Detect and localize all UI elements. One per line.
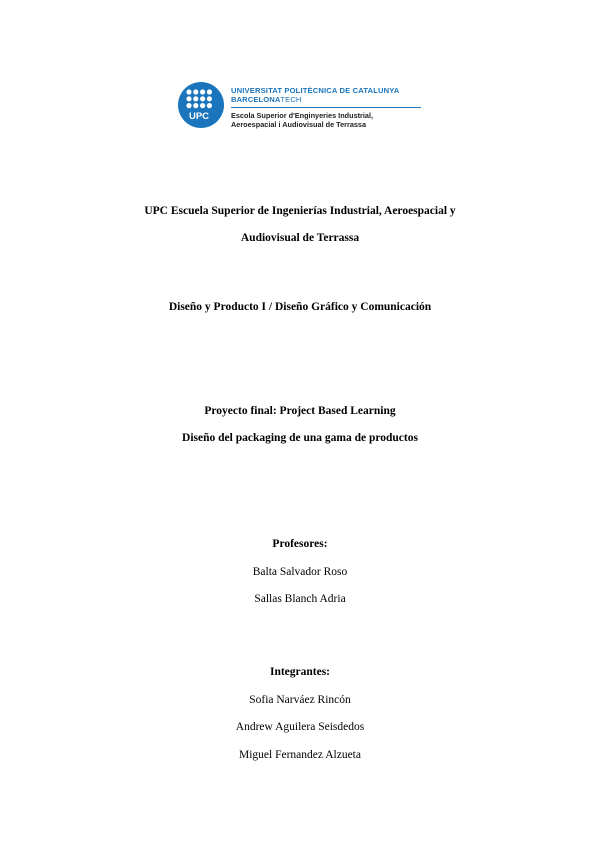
school-title-line2: Audiovisual de Terrassa xyxy=(240,232,360,244)
member-name: Sofia Narváez Rincón xyxy=(249,694,351,706)
upc-emblem-text: UPC xyxy=(188,111,210,122)
school-title-line1: UPC Escuela Superior de Ingenierías Industrial, Aeroespacial y xyxy=(144,205,456,217)
member-name: Andrew Aguilera Seisdedos xyxy=(235,721,365,733)
logo-text-block xyxy=(231,86,431,129)
members-heading: Integrantes: xyxy=(269,666,331,678)
logo-divider xyxy=(231,107,421,108)
member-name: Miguel Fernandez Alzueta xyxy=(239,749,361,761)
school-name-line1: Escola Superior d'Enginyeries Industrial, xyxy=(231,111,374,120)
university-name: UNIVERSITAT POLITÈCNICA DE CATALUNYA xyxy=(231,86,400,95)
school-name-line2: Aeroespacial i Audiovisual de Terrassa xyxy=(231,120,367,129)
course-title: Diseño y Producto I / Diseño Gráfico y Comunicación xyxy=(168,301,432,313)
project-title: Proyecto final: Project Based Learning xyxy=(204,405,396,417)
professors-heading: Profesores: xyxy=(272,538,328,550)
project-subtitle: Diseño del packaging de una gama de productos xyxy=(182,432,418,444)
upc-logo xyxy=(178,82,428,134)
campus-name: BARCELONATECH xyxy=(231,95,302,104)
upc-emblem-icon xyxy=(178,82,224,128)
professor-name: Sallas Blanch Adria xyxy=(254,593,346,605)
professor-name: Balta Salvador Roso xyxy=(252,566,348,578)
